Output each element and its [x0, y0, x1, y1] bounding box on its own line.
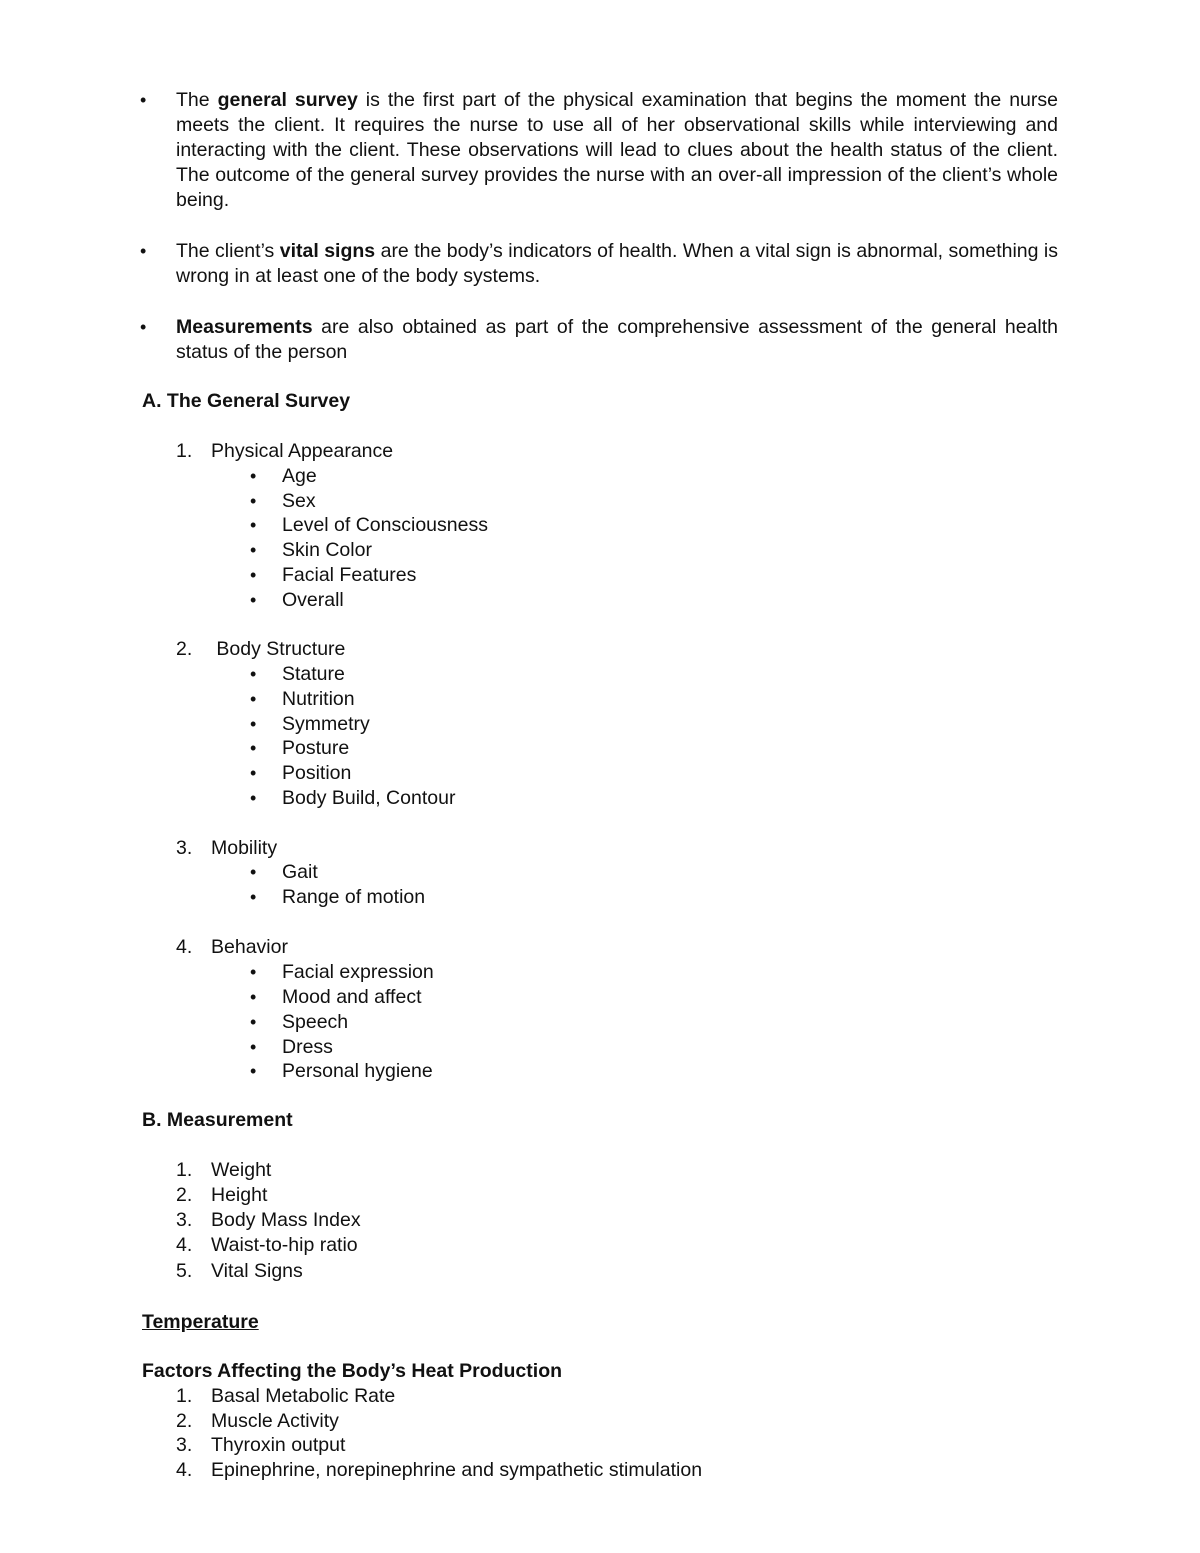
list-item: Physical Appearance — [211, 440, 394, 462]
bullet-icon: • — [250, 1061, 257, 1081]
bullet-icon: • — [250, 862, 257, 882]
item-number: 2. — [176, 1410, 193, 1432]
sub-list-item: Nutrition — [282, 688, 355, 710]
bullet-icon: • — [140, 317, 147, 337]
bullet-icon: • — [250, 664, 257, 684]
list-item: Basal Metabolic Rate — [211, 1385, 396, 1407]
sub-list-item: Level of Consciousness — [282, 514, 488, 536]
sub-list-item: Posture — [282, 737, 350, 759]
list-item: Body Mass Index — [211, 1209, 361, 1231]
item-number: 3. — [176, 1434, 193, 1456]
sub-list-item: Sex — [282, 490, 316, 512]
item-number: 3. — [176, 837, 193, 859]
list-item: Mobility — [211, 837, 278, 859]
bullet-icon: • — [140, 241, 147, 261]
temperature-heading: Temperature — [142, 1311, 259, 1333]
bullet-icon: • — [250, 515, 257, 535]
list-item: Weight — [211, 1159, 272, 1181]
section-heading: A. The General Survey — [142, 390, 351, 412]
item-number: 4. — [176, 1459, 193, 1481]
sub-list-item: Facial expression — [282, 961, 434, 983]
item-number: 4. — [176, 1234, 193, 1256]
list-item: Thyroxin output — [211, 1434, 346, 1456]
item-number: 5. — [176, 1260, 193, 1282]
bullet-icon: • — [140, 90, 147, 110]
list-item: Vital Signs — [211, 1260, 303, 1282]
section-heading: B. Measurement — [142, 1109, 293, 1131]
intro-paragraph: The general survey is the first part of the physical examination that begins the moment the nurse meets the client. It requires the nurse to use all of her observational skills while interviewing and interacting with the client. These observations will lead to clues about the health status of the client. The outcome of the general survey provides the nurse with an over-all impression of the client’s whole being. — [176, 89, 1058, 211]
bullet-icon: • — [250, 987, 257, 1007]
bullet-icon: • — [250, 788, 257, 808]
list-item: Epinephrine, norepinephrine and sympathetic stimulation — [211, 1459, 703, 1481]
bullet-icon: • — [250, 590, 257, 610]
bullet-icon: • — [250, 1012, 257, 1032]
sub-list-item: Gait — [282, 861, 318, 883]
item-number: 3. — [176, 1209, 193, 1231]
list-item: Muscle Activity — [211, 1410, 339, 1432]
sub-list-item: Dress — [282, 1036, 333, 1058]
bullet-icon: • — [250, 738, 257, 758]
sub-list-item: Position — [282, 762, 352, 784]
sub-list-item: Facial Features — [282, 564, 417, 586]
bullet-icon: • — [250, 887, 257, 907]
sub-list-item: Mood and affect — [282, 986, 422, 1008]
list-item: Height — [211, 1184, 268, 1206]
item-number: 1. — [176, 1159, 193, 1181]
sub-list-item: Speech — [282, 1011, 349, 1033]
intro-paragraph: The client’s vital signs are the body’s indicators of health. When a vital sign is abnormal, something is wrong in at least one of the body systems. — [176, 240, 1059, 287]
bullet-icon: • — [250, 491, 257, 511]
item-number: 4. — [176, 936, 193, 958]
bullet-icon: • — [250, 763, 257, 783]
bullet-icon: • — [250, 689, 257, 709]
list-item: Body Structure — [211, 638, 346, 660]
bullet-icon: • — [250, 466, 257, 486]
bullet-icon: • — [250, 1037, 257, 1057]
bullet-icon: • — [250, 540, 257, 560]
item-number: 1. — [176, 1385, 193, 1407]
sub-list-item: Stature — [282, 663, 345, 685]
bullet-icon: • — [250, 962, 257, 982]
sub-list-item: Skin Color — [282, 539, 372, 561]
intro-paragraph: Measurements are also obtained as part of the comprehensive assessment of the general health status of the person — [176, 316, 1058, 363]
item-number: 2. — [176, 1184, 193, 1206]
item-number: 2. — [176, 638, 193, 660]
bullet-icon: • — [250, 565, 257, 585]
item-number: 1. — [176, 440, 193, 462]
sub-list-item: Symmetry — [282, 713, 370, 735]
sub-list-item: Range of motion — [282, 886, 426, 908]
list-item: Waist-to-hip ratio — [211, 1234, 358, 1256]
sub-list-item: Age — [282, 465, 317, 487]
subsection-heading: Factors Affecting the Body’s Heat Production — [142, 1360, 563, 1382]
sub-list-item: Body Build, Contour — [282, 787, 456, 809]
sub-list-item: Personal hygiene — [282, 1060, 433, 1082]
bullet-icon: • — [250, 714, 257, 734]
list-item: Behavior — [211, 936, 288, 958]
sub-list-item: Overall — [282, 589, 344, 611]
